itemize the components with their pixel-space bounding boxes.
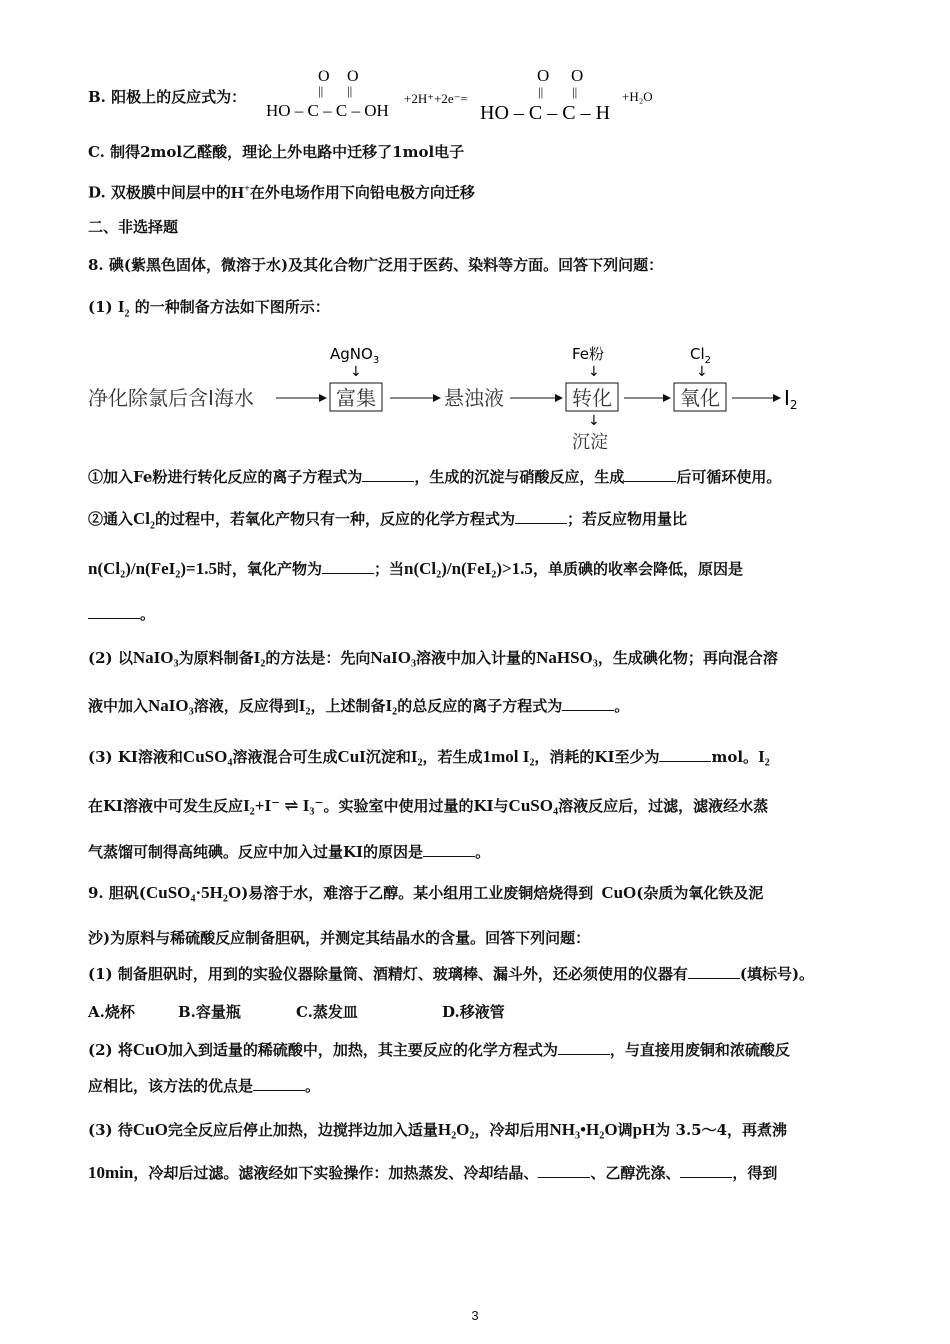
q8-intro: 8. 碘(紫黑色固体，微溶于水)及其化合物广泛用于医药、染料等方面。回答下列问题： [88,256,664,274]
flow-suspension: 悬浊液 [444,386,504,410]
q9-2-a: (2) 将CuO加入到适量的稀硫酸中，加热，其主要反应的化学方程式为 ，与直接用废铜和浓硫酸反 [88,1040,790,1059]
flow-box-convert-label: 转化 [572,386,612,410]
product-suffix: +H₂O [622,89,653,104]
flow-precipitate: 沉淀 [572,432,608,453]
flow-down-arrow-3: ↓ [588,413,600,429]
product-o1: O [537,66,550,85]
iodine-preparation-flow [88,338,828,458]
q8-1-c: n(Cl₂)/n(FeI₂)=1.5时，氧化产物为 ；当n(Cl₂)/n(FeI₂)>1.5，单质碘的收率会降低，原因是 [88,559,743,578]
q8-1-a: ①加入Fe粉进行转化反应的离子方程式为 ，生成的沉淀与硝酸反应，生成 后可循环使用。 [88,468,782,486]
q9-1-options [88,1001,880,1023]
answer-blank[interactable] [558,1040,610,1055]
q8-1-d: 。 [88,603,880,625]
q8-1-b: ②通入$Cl_2$的过程中，若氧化产物只有一种，反应的化学方程式为 ；若反应物用量比 [88,509,688,532]
option-a[interactable]: A.烧杯 [88,1003,135,1021]
answer-blank[interactable] [88,604,140,619]
answer-blank[interactable] [659,747,711,762]
flow-down-arrow-2: ↓ [588,364,600,380]
flow-reagent-agno3: AgNO$_3$ [330,345,380,366]
q9-3-a: (3) 待CuO完全反应后停止加热，边搅拌边加入适量H₂O₂，冷却后用NH₃•H₂O调pH为 3.5～4，再煮沸 [88,1120,788,1139]
answer-blank[interactable] [253,1076,305,1091]
answer-blank[interactable] [538,1163,590,1178]
answer-blank[interactable] [562,696,614,711]
answer-blank[interactable] [362,467,414,482]
answer-blank[interactable] [624,467,676,482]
flow-product-i2: $I_2$ [784,386,798,412]
reactant-dbl2: || [347,83,353,98]
product-chain: HO – C – C – H [480,102,611,124]
answer-blank[interactable] [688,964,740,979]
reactant-chain: HO – C – C – OH [266,101,389,120]
reactant-dbl1: || [318,83,324,98]
q9-2-b: 应相比，该方法的优点是 。 [88,1077,321,1095]
answer-blank[interactable] [515,509,567,524]
q8-3-b: 在KI溶液中可发生反应I₂+I⁻ ⇌ I₃⁻。实验室中使用过量的KI与CuSO₄溶液反应后，过滤，滤液经水蒸 [88,796,769,815]
answer-blank[interactable] [680,1163,732,1178]
option-d[interactable]: D.移液管 [442,1003,505,1021]
flow-box-enrich-label: 富集 [336,386,376,410]
product-dbl2: || [572,84,578,99]
reactant-mid: +2H⁺+2e⁻= [404,91,468,106]
answer-blank[interactable] [423,842,475,857]
reactant-o1: O [318,68,330,85]
product-o2: O [571,66,584,85]
product-dbl1: || [538,84,544,99]
flow-box-oxidize-label: 氧化 [680,386,720,410]
q8-3-c: 气蒸馏可制得高纯碘。反应中加入过量KI的原因是 。 [88,843,491,861]
page-number: 3 [471,1308,479,1323]
option-c: C. 制得2mol乙醛酸，理论上外电路中迁移了1mol电子 [88,143,465,161]
option-c[interactable]: C.蒸发皿 [296,1003,358,1021]
flow-reagent-cl2: $Cl_2$ [690,345,712,366]
q9-intro-a: 9. 胆矾(CuSO₄·5H₂O)易溶于水，难溶于乙醇。某小组用工业废铜焙烧得到 CuO(杂质为氧化铁及泥 [88,883,764,902]
anode-reaction-formula [262,62,682,128]
q8-2-a: (2) 以NaIO₃为原料制备I₂的方法是：先向NaIO₃溶液中加入计量的NaHSO₃，生成碘化物；再向混合溶 [88,648,778,667]
q9-intro-b: 沙)为原料与稀硫酸反应制备胆矾，并测定其结晶水的含量。回答下列问题： [88,929,591,947]
section-heading: 二、非选择题 [88,218,179,236]
answer-blank[interactable] [322,559,374,574]
option-d: D. 双极膜中间层中的H+在外电场作用下向铅电极方向迁移 [88,182,475,202]
q9-1: (1) 制备胆矾时，用到的实验仪器除量筒、酒精灯、玻璃棒、漏斗外，还必须使用的仪器有 (填标号)。 [88,965,815,983]
option-b[interactable]: B.容量瓶 [178,1003,241,1021]
q9-3-b: 10min，冷却后过滤。滤液经如下实验操作：加热蒸发、冷却结晶、 、乙醇洗涤、 ，得到 [88,1163,778,1182]
q8-2-b: 液中加入NaIO₃溶液，反应得到I₂，上述制备I₂的总反应的离子方程式为 。 [88,696,630,715]
flow-reagent-fe: Fe粉 [572,345,605,363]
flow-down-arrow-1: ↓ [350,364,362,380]
reactant-o2: O [347,68,359,85]
flow-down-arrow-4: ↓ [696,364,708,380]
q8-part1-title: (1) $I_2$ 的一种制备方法如下图所示： [88,297,330,320]
q8-3-a: (3) KI溶液和CuSO₄溶液混合可生成CuI沉淀和I₂，若生成1mol I₂，消耗的KI至少为 mol。I₂ [88,747,770,766]
option-b-label: B. 阳极上的反应式为： [88,88,247,106]
flow-start: 净化除氯后含I海水 [88,386,254,410]
